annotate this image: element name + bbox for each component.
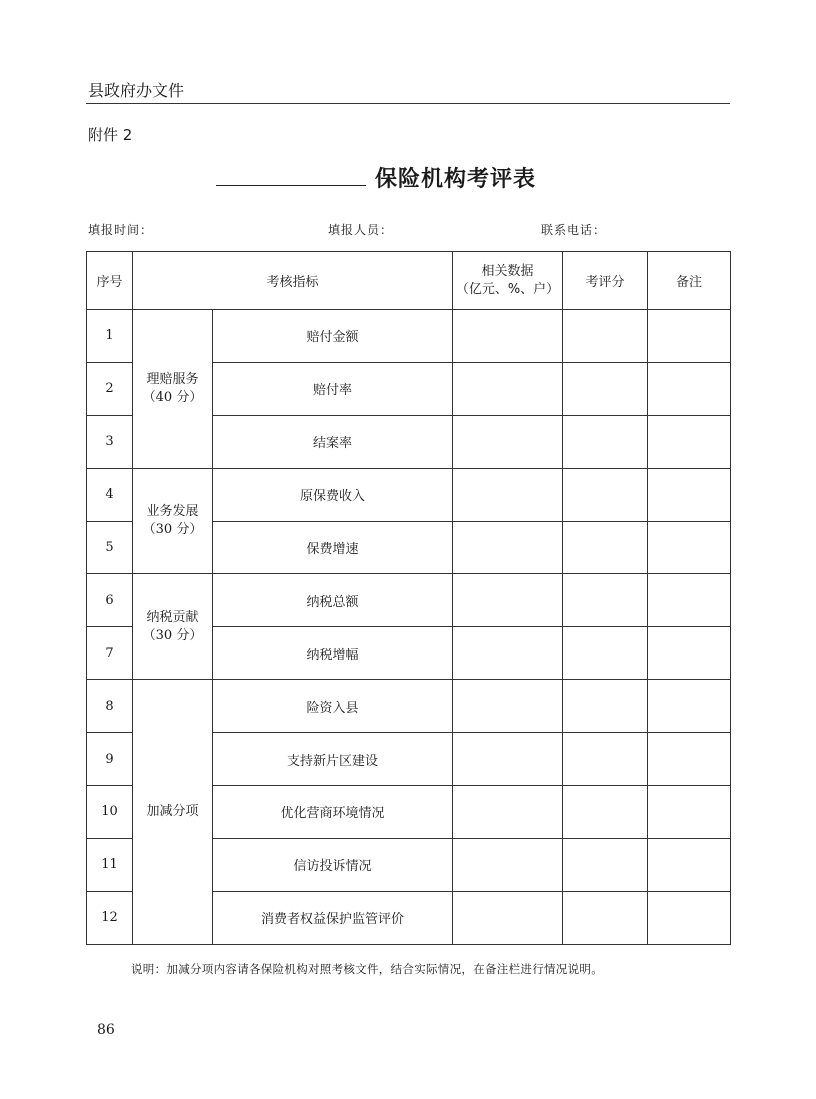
row-seq: 1 bbox=[87, 310, 133, 363]
remark-cell[interactable] bbox=[648, 786, 731, 839]
fill-time-label: 填报时间： bbox=[88, 223, 154, 237]
page-number: 86 bbox=[97, 1022, 115, 1038]
remark-cell[interactable] bbox=[648, 468, 731, 521]
score-cell[interactable] bbox=[563, 627, 648, 680]
data-cell[interactable] bbox=[453, 574, 563, 627]
group-points: （30 分） bbox=[142, 522, 203, 538]
remark-cell[interactable] bbox=[648, 574, 731, 627]
title-block bbox=[0, 160, 816, 192]
row-seq: 11 bbox=[87, 838, 133, 891]
header-score: 考评分 bbox=[563, 252, 648, 310]
group-cell bbox=[133, 574, 213, 680]
group-name: 加减分项 bbox=[146, 803, 199, 819]
row-item: 信访投诉情况 bbox=[213, 838, 453, 891]
data-cell[interactable] bbox=[453, 680, 563, 733]
data-cell[interactable] bbox=[453, 627, 563, 680]
score-cell[interactable] bbox=[563, 574, 648, 627]
table-note: 说明：加减分项内容请各保险机构对照考核文件，结合实际情况，在备注栏进行情况说明。 bbox=[131, 962, 603, 976]
table-row bbox=[87, 310, 731, 363]
row-seq: 6 bbox=[87, 574, 133, 627]
title-blank-line bbox=[216, 185, 366, 186]
score-cell[interactable] bbox=[563, 786, 648, 839]
score-cell[interactable] bbox=[563, 838, 648, 891]
header-data-line1: 相关数据 bbox=[481, 263, 534, 279]
row-item: 原保费收入 bbox=[213, 468, 453, 521]
data-cell[interactable] bbox=[453, 786, 563, 839]
data-cell[interactable] bbox=[453, 415, 563, 468]
data-cell[interactable] bbox=[453, 891, 563, 944]
row-item: 优化营商环境情况 bbox=[213, 786, 453, 839]
data-cell[interactable] bbox=[453, 362, 563, 415]
remark-cell[interactable] bbox=[648, 521, 731, 574]
row-item: 保费增速 bbox=[213, 521, 453, 574]
remark-cell[interactable] bbox=[648, 733, 731, 786]
attachment-label: 附件 2 bbox=[88, 126, 133, 144]
table-row bbox=[87, 680, 731, 733]
row-item: 纳税总额 bbox=[213, 574, 453, 627]
group-cell bbox=[133, 310, 213, 469]
row-item: 结案率 bbox=[213, 415, 453, 468]
header-indicator: 考核指标 bbox=[133, 252, 453, 310]
header-divider bbox=[86, 103, 730, 104]
row-seq: 10 bbox=[87, 786, 133, 839]
table-header-row bbox=[87, 252, 731, 310]
group-name: 纳税贡献 bbox=[146, 609, 199, 625]
remark-cell[interactable] bbox=[648, 680, 731, 733]
score-cell[interactable] bbox=[563, 521, 648, 574]
remark-cell[interactable] bbox=[648, 362, 731, 415]
table-row bbox=[87, 468, 731, 521]
remark-cell[interactable] bbox=[648, 310, 731, 363]
row-seq: 5 bbox=[87, 521, 133, 574]
document-series-header: 县政府办文件 bbox=[88, 81, 185, 100]
row-item: 赔付金额 bbox=[213, 310, 453, 363]
group-name: 理赔服务 bbox=[146, 371, 199, 387]
header-remark: 备注 bbox=[648, 252, 731, 310]
data-cell[interactable] bbox=[453, 468, 563, 521]
group-name: 业务发展 bbox=[146, 504, 199, 520]
remark-cell[interactable] bbox=[648, 627, 731, 680]
evaluation-table bbox=[86, 251, 731, 945]
remark-cell[interactable] bbox=[648, 838, 731, 891]
score-cell[interactable] bbox=[563, 680, 648, 733]
row-seq: 4 bbox=[87, 468, 133, 521]
group-cell bbox=[133, 468, 213, 574]
remark-cell[interactable] bbox=[648, 891, 731, 944]
group-points: （30 分） bbox=[142, 627, 203, 643]
row-seq: 3 bbox=[87, 415, 133, 468]
table-row bbox=[87, 574, 731, 627]
score-cell[interactable] bbox=[563, 310, 648, 363]
filler-label: 填报人员： bbox=[328, 223, 394, 237]
data-cell[interactable] bbox=[453, 838, 563, 891]
header-seq: 序号 bbox=[87, 252, 133, 310]
group-points: （40 分） bbox=[142, 389, 203, 405]
score-cell[interactable] bbox=[563, 362, 648, 415]
row-seq: 2 bbox=[87, 362, 133, 415]
row-seq: 7 bbox=[87, 627, 133, 680]
data-cell[interactable] bbox=[453, 310, 563, 363]
row-item: 赔付率 bbox=[213, 362, 453, 415]
phone-label: 联系电话： bbox=[541, 223, 607, 237]
remark-cell[interactable] bbox=[648, 415, 731, 468]
row-seq: 12 bbox=[87, 891, 133, 944]
row-item: 消费者权益保护监管评价 bbox=[213, 891, 453, 944]
header-data-line2: （亿元、%、户） bbox=[455, 281, 560, 297]
page-title: 保险机构考评表 bbox=[375, 166, 537, 192]
score-cell[interactable] bbox=[563, 733, 648, 786]
score-cell[interactable] bbox=[563, 468, 648, 521]
group-cell bbox=[133, 680, 213, 944]
score-cell[interactable] bbox=[563, 891, 648, 944]
row-item: 支持新片区建设 bbox=[213, 733, 453, 786]
data-cell[interactable] bbox=[453, 521, 563, 574]
row-item: 纳税增幅 bbox=[213, 627, 453, 680]
score-cell[interactable] bbox=[563, 415, 648, 468]
row-seq: 8 bbox=[87, 680, 133, 733]
header-data bbox=[453, 252, 563, 310]
row-seq: 9 bbox=[87, 733, 133, 786]
data-cell[interactable] bbox=[453, 733, 563, 786]
row-item: 险资入县 bbox=[213, 680, 453, 733]
